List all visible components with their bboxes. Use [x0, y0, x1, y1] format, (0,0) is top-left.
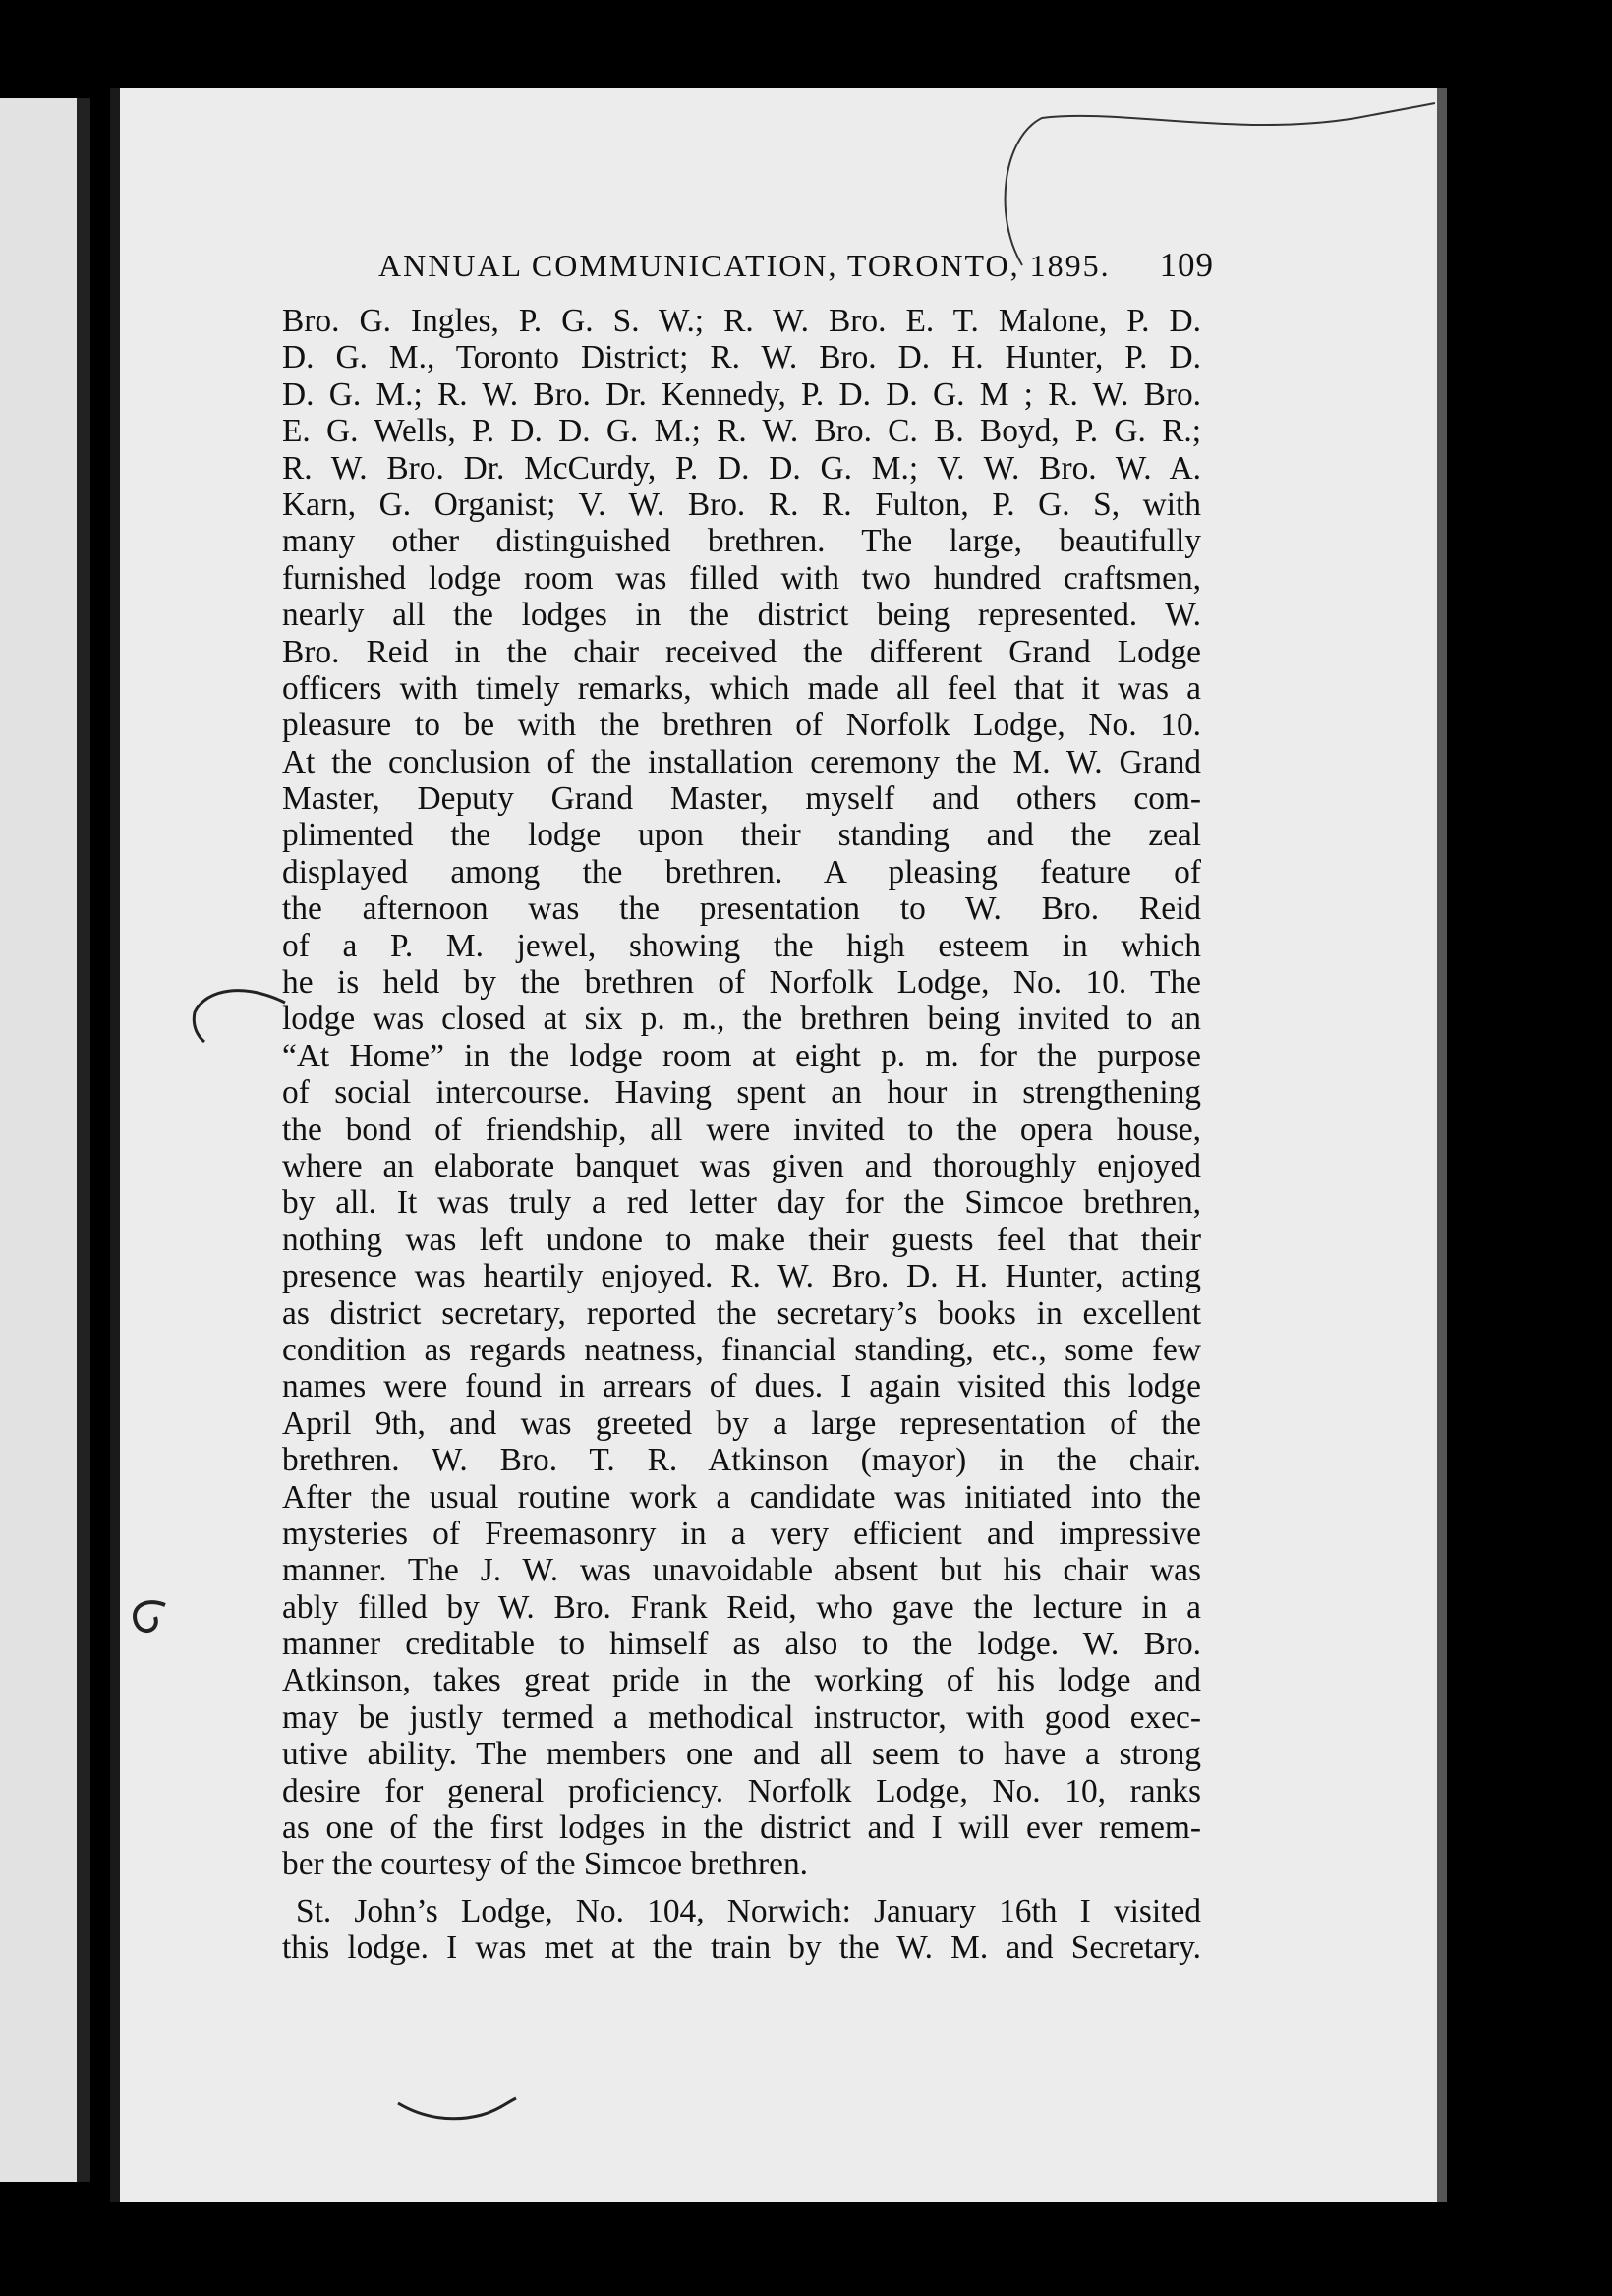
text-line: Karn, G. Organist; V. W. Bro. R. R. Fulton, P. G. S, with: [282, 486, 1201, 523]
text-line: this lodge. I was met at the train by the W. M. and Secretary.: [282, 1929, 1201, 1967]
text-line: utive ability. The members one and all seem to have a strong: [282, 1736, 1201, 1773]
text-line: Bro. Reid in the chair received the different Grand Lodge: [282, 633, 1201, 670]
text-line: he is held by the brethren of Norfolk Lodge, No. 10. The: [282, 964, 1201, 1002]
text-line: as district secretary, reported the secretary’s books in excellent: [282, 1294, 1201, 1332]
text-line: “At Home” in the lodge room at eight p. m. for the purpose: [282, 1037, 1201, 1074]
text-line: manner creditable to himself as also to the lodge. W. Bro.: [282, 1626, 1201, 1663]
paragraph-gap: [282, 1883, 1201, 1893]
text-line: many other distinguished brethren. The large, beautifully: [282, 523, 1201, 560]
running-head: [378, 248, 1214, 284]
text-line: presence was heartily enjoyed. R. W. Bro. D. H. Hunter, acting: [282, 1258, 1201, 1295]
text-line: of social intercourse. Having spent an hour in strengthening: [282, 1074, 1201, 1112]
text-line: April 9th, and was greeted by a large representation of the: [282, 1405, 1201, 1442]
body-text: [282, 303, 1201, 1967]
text-line: E. G. Wells, P. D. D. G. M.; R. W. Bro. C. B. Boyd, P. G. R.;: [282, 413, 1201, 450]
text-line: Master, Deputy Grand Master, myself and others com-: [282, 780, 1201, 818]
text-line: officers with timely remarks, which made all feel that it was a: [282, 669, 1201, 707]
text-line: furnished lodge room was filled with two hundred craftsmen,: [282, 559, 1201, 597]
text-line: of a P. M. jewel, showing the high esteem in which: [282, 927, 1201, 964]
text-line: St. John’s Lodge, No. 104, Norwich: January 16th I visited: [296, 1892, 1201, 1929]
text-line: where an elaborate banquet was given and thoroughly enjoyed: [282, 1147, 1201, 1184]
text-line: the bond of friendship, all were invited to the opera house,: [282, 1111, 1201, 1148]
running-head-title: ANNUAL COMMUNICATION, TORONTO, 1895.: [378, 248, 1111, 283]
text-line: plimented the lodge upon their standing and the zeal: [282, 817, 1201, 854]
text-line: ably filled by W. Bro. Frank Reid, who gave the lecture in a: [282, 1588, 1201, 1626]
text-line: manner. The J. W. was unavoidable absent but his chair was: [282, 1552, 1201, 1589]
text-line: desire for general proficiency. Norfolk Lodge, No. 10, ranks: [282, 1772, 1201, 1809]
text-line: pleasure to be with the brethren of Norfolk Lodge, No. 10.: [282, 707, 1201, 744]
text-line: nothing was left undone to make their guests feel that their: [282, 1221, 1201, 1258]
text-line: D. G. M.; R. W. Bro. Dr. Kennedy, P. D. D. G. M ; R. W. Bro.: [282, 375, 1201, 413]
page-number: 109: [1159, 246, 1214, 284]
text-line: lodge was closed at six p. m., the brethren being invited to an: [282, 1001, 1201, 1038]
text-line: by all. It was truly a red letter day for the Simcoe brethren,: [282, 1184, 1201, 1222]
margin-bracket-mark: [187, 983, 295, 1052]
text-line: ber the courtesy of the Simcoe brethren.: [282, 1846, 808, 1883]
text-line: After the usual routine work a candidate was initiated into the: [282, 1478, 1201, 1516]
text-line: Atkinson, takes great pride in the working of his lodge and: [282, 1662, 1201, 1699]
text-line: brethren. W. Bro. T. R. Atkinson (mayor) in the chair.: [282, 1442, 1201, 1479]
margin-squiggle-mark: [393, 2094, 521, 2133]
text-line: Bro. G. Ingles, P. G. S. W.; R. W. Bro. E. T. Malone, P. D.: [282, 303, 1201, 339]
margin-hook-mark: [126, 1597, 175, 1646]
page-right-edge: [1437, 88, 1447, 2202]
text-line: condition as regards neatness, financial standing, etc., some few: [282, 1331, 1201, 1368]
text-line: nearly all the lodges in the district being represented. W.: [282, 597, 1201, 634]
text-line: mysteries of Freemasonry in a very efficient and impressive: [282, 1515, 1201, 1552]
text-line: D. G. M., Toronto District; R. W. Bro. D. H. Hunter, P. D.: [282, 339, 1201, 376]
facing-page-edge: [0, 98, 90, 2182]
text-line: At the conclusion of the installation ceremony the M. W. Grand: [282, 743, 1201, 780]
text-line: as one of the first lodges in the district and I will ever remem-: [282, 1809, 1201, 1847]
text-line: R. W. Bro. Dr. McCurdy, P. D. D. G. M.; V. W. Bro. W. A.: [282, 449, 1201, 487]
text-line: names were found in arrears of dues. I again visited this lodge: [282, 1368, 1201, 1406]
text-line: may be justly termed a methodical instructor, with good exec-: [282, 1698, 1201, 1736]
text-line: displayed among the brethren. A pleasing feature of: [282, 853, 1201, 890]
text-line: the afternoon was the presentation to W. Bro. Reid: [282, 890, 1201, 928]
